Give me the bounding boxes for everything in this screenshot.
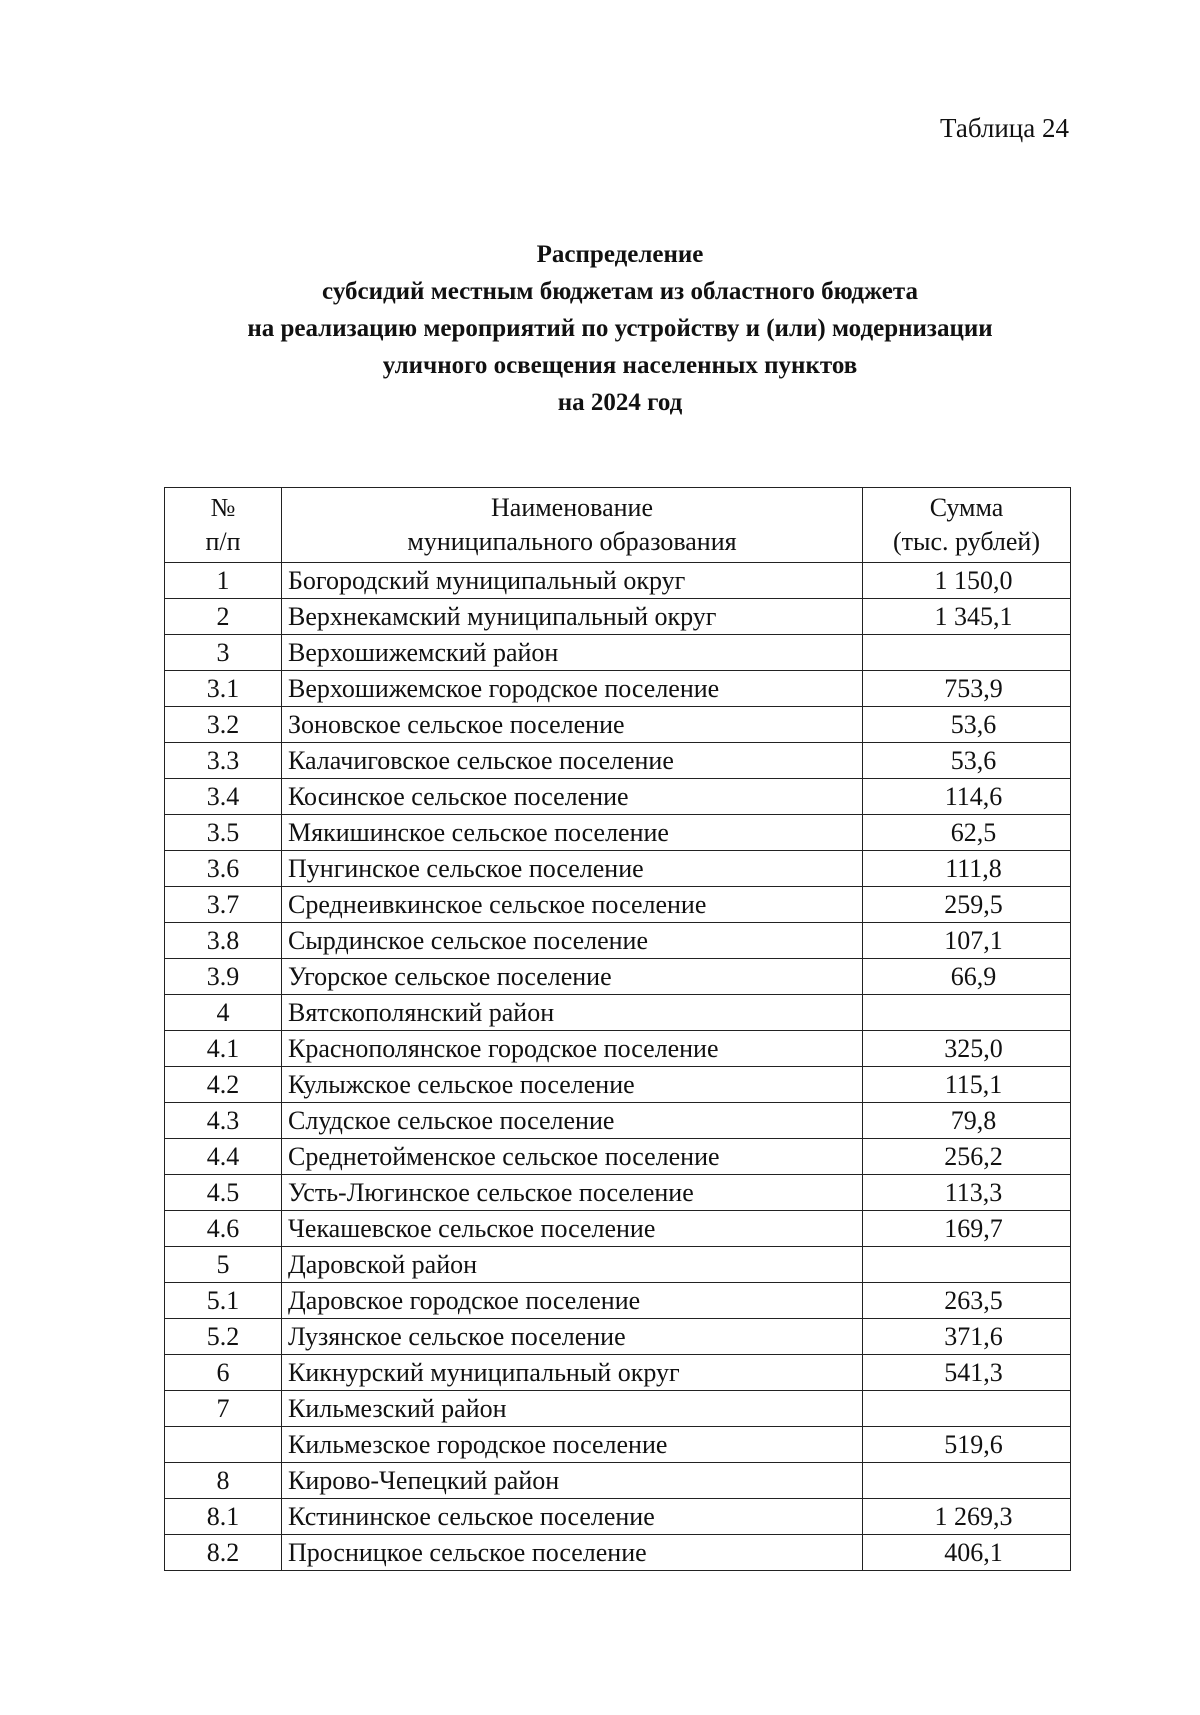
subsidy-amount-cell xyxy=(863,743,1071,779)
subsidy-amount: 256,2 xyxy=(944,1141,1003,1171)
row-number: 3 xyxy=(165,635,282,671)
table-body xyxy=(165,563,1071,1571)
row-number: 3.3 xyxy=(165,743,282,779)
header-name xyxy=(282,488,863,563)
municipality-name: Кстининское сельское поселение xyxy=(282,1499,863,1535)
row-number: 3.6 xyxy=(165,851,282,887)
subsidy-amount-cell xyxy=(863,1103,1071,1139)
municipality-name: Сырдинское сельское поселение xyxy=(282,923,863,959)
municipality-name: Слудское сельское поселение xyxy=(282,1103,863,1139)
municipality-name: Просницкое сельское поселение xyxy=(282,1535,863,1571)
table-row xyxy=(165,1283,1071,1319)
document-title xyxy=(0,236,1200,421)
subsidy-distribution-table xyxy=(164,487,1071,1571)
subsidy-amount-cell xyxy=(863,1355,1071,1391)
subsidy-amount: 371,6 xyxy=(944,1321,1003,1351)
title-line: Распределение xyxy=(536,241,704,268)
table-header-row xyxy=(165,488,1071,563)
table-row xyxy=(165,1175,1071,1211)
row-number: 6 xyxy=(165,1355,282,1391)
subsidy-amount: 79,8 xyxy=(950,1105,997,1135)
municipality-name: Лузянское сельское поселение xyxy=(282,1319,863,1355)
subsidy-amount: 53,6 xyxy=(950,745,997,775)
subsidy-amount-cell xyxy=(863,1427,1071,1463)
municipality-name: Калачиговское сельское поселение xyxy=(282,743,863,779)
subsidy-amount-cell xyxy=(863,959,1071,995)
row-number: 1 xyxy=(165,563,282,599)
table-row xyxy=(165,599,1071,635)
table-row xyxy=(165,1463,1071,1499)
subsidy-amount-cell xyxy=(863,779,1071,815)
subsidy-amount: 113,3 xyxy=(944,1177,1003,1207)
table-row xyxy=(165,923,1071,959)
municipality-name: Даровское городское поселение xyxy=(282,1283,863,1319)
subsidy-amount: 115,1 xyxy=(944,1069,1003,1099)
table-row xyxy=(165,707,1071,743)
subsidy-amount-cell xyxy=(863,1247,1071,1283)
subsidy-amount-cell xyxy=(863,1175,1071,1211)
municipality-name: Чекашевское сельское поселение xyxy=(282,1211,863,1247)
subsidy-amount-cell xyxy=(863,815,1071,851)
subsidy-amount-cell xyxy=(863,1319,1071,1355)
title-line: уличного освещения населенных пунктов xyxy=(382,352,858,379)
subsidy-amount-cell xyxy=(863,671,1071,707)
table-row xyxy=(165,671,1071,707)
subsidy-amount: 1 269,3 xyxy=(934,1501,1013,1531)
subsidy-amount: 263,5 xyxy=(944,1285,1003,1315)
municipality-name: Кикнурский муниципальный округ xyxy=(282,1355,863,1391)
header-number-line: п/п xyxy=(205,527,241,556)
table-row xyxy=(165,959,1071,995)
title-line: на реализацию мероприятий по устройству и (или) модернизации xyxy=(247,315,993,342)
header-name-line: Наименование xyxy=(491,493,653,522)
table-row xyxy=(165,1391,1071,1427)
table-row xyxy=(165,635,1071,671)
table-row xyxy=(165,1067,1071,1103)
subsidy-amount: 62,5 xyxy=(950,817,997,847)
table-row xyxy=(165,1247,1071,1283)
subsidy-amount: 66,9 xyxy=(950,961,997,991)
subsidy-amount: 1 345,1 xyxy=(934,601,1013,631)
subsidy-amount-cell xyxy=(863,1463,1071,1499)
municipality-name: Косинское сельское поселение xyxy=(282,779,863,815)
table-row xyxy=(165,851,1071,887)
subsidy-amount: 53,6 xyxy=(950,709,997,739)
municipality-name: Усть-Люгинское сельское поселение xyxy=(282,1175,863,1211)
municipality-name: Богородский муниципальный округ xyxy=(282,563,863,599)
table-row xyxy=(165,1031,1071,1067)
subsidy-amount-cell xyxy=(863,563,1071,599)
subsidy-amount-cell xyxy=(863,1139,1071,1175)
table-row xyxy=(165,743,1071,779)
subsidy-amount-cell xyxy=(863,1499,1071,1535)
subsidy-amount-cell xyxy=(863,599,1071,635)
row-number: 3.7 xyxy=(165,887,282,923)
subsidy-amount: 259,5 xyxy=(944,889,1003,919)
row-number: 5.1 xyxy=(165,1283,282,1319)
table-row xyxy=(165,1499,1071,1535)
municipality-name: Кильмезский район xyxy=(282,1391,863,1427)
row-number: 3.5 xyxy=(165,815,282,851)
header-name-line: муниципального образования xyxy=(407,527,737,556)
row-number: 4.5 xyxy=(165,1175,282,1211)
subsidy-amount: 753,9 xyxy=(944,673,1003,703)
municipality-name: Среднеивкинское сельское поселение xyxy=(282,887,863,923)
header-number xyxy=(165,488,282,563)
table-row xyxy=(165,1103,1071,1139)
subsidy-amount-cell xyxy=(863,1211,1071,1247)
subsidy-amount-cell xyxy=(863,1031,1071,1067)
municipality-name: Кирово-Чепецкий район xyxy=(282,1463,863,1499)
row-number xyxy=(165,1427,282,1463)
row-number: 3.9 xyxy=(165,959,282,995)
row-number: 8.1 xyxy=(165,1499,282,1535)
row-number: 4.1 xyxy=(165,1031,282,1067)
subsidy-amount-cell xyxy=(863,1391,1071,1427)
table-row xyxy=(165,995,1071,1031)
table-row xyxy=(165,1427,1071,1463)
row-number: 3.1 xyxy=(165,671,282,707)
row-number: 4 xyxy=(165,995,282,1031)
table-row xyxy=(165,779,1071,815)
municipality-name: Краснополянское городское поселение xyxy=(282,1031,863,1067)
municipality-name: Верхнекамский муниципальный округ xyxy=(282,599,863,635)
subsidy-amount: 519,6 xyxy=(944,1429,1003,1459)
table-row xyxy=(165,563,1071,599)
subsidy-amount-cell xyxy=(863,1535,1071,1571)
subsidy-amount-cell xyxy=(863,1067,1071,1103)
municipality-name: Кильмезское городское поселение xyxy=(282,1427,863,1463)
municipality-name: Мякишинское сельское поселение xyxy=(282,815,863,851)
subsidy-amount-cell xyxy=(863,887,1071,923)
subsidy-amount: 541,3 xyxy=(944,1357,1003,1387)
subsidy-amount-cell xyxy=(863,851,1071,887)
subsidy-amount: 406,1 xyxy=(944,1537,1003,1567)
municipality-name: Верхошижемский район xyxy=(282,635,863,671)
table-row xyxy=(165,1211,1071,1247)
row-number: 4.3 xyxy=(165,1103,282,1139)
municipality-name: Среднетойменское сельское поселение xyxy=(282,1139,863,1175)
subsidy-amount-cell xyxy=(863,635,1071,671)
subsidy-amount: 169,7 xyxy=(944,1213,1003,1243)
municipality-name: Зоновское сельское поселение xyxy=(282,707,863,743)
row-number: 4.2 xyxy=(165,1067,282,1103)
table-row xyxy=(165,1355,1071,1391)
header-sum-line: Сумма xyxy=(929,493,1004,522)
row-number: 3.4 xyxy=(165,779,282,815)
municipality-name: Пунгинское сельское поселение xyxy=(282,851,863,887)
subsidy-amount-cell xyxy=(863,923,1071,959)
row-number: 5.2 xyxy=(165,1319,282,1355)
table-row xyxy=(165,887,1071,923)
row-number: 3.8 xyxy=(165,923,282,959)
subsidy-amount: 111,8 xyxy=(945,853,1002,883)
title-line: субсидий местным бюджетам из областного бюджета xyxy=(322,278,918,305)
row-number: 4.4 xyxy=(165,1139,282,1175)
subsidy-amount: 325,0 xyxy=(944,1033,1003,1063)
row-number: 7 xyxy=(165,1391,282,1427)
header-sum xyxy=(863,488,1071,563)
header-sum-line: (тыс. рублей) xyxy=(892,527,1040,556)
row-number: 2 xyxy=(165,599,282,635)
subsidy-amount: 1 150,0 xyxy=(934,565,1013,595)
row-number: 5 xyxy=(165,1247,282,1283)
title-line: на 2024 год xyxy=(557,389,683,416)
table-number-label: Таблица 24 xyxy=(940,113,1069,143)
subsidy-amount-cell xyxy=(863,707,1071,743)
table-row xyxy=(165,1319,1071,1355)
table-row xyxy=(165,815,1071,851)
municipality-name: Вятскополянский район xyxy=(282,995,863,1031)
municipality-name: Кулыжское сельское поселение xyxy=(282,1067,863,1103)
municipality-name: Верхошижемское городское поселение xyxy=(282,671,863,707)
row-number: 8.2 xyxy=(165,1535,282,1571)
subsidy-amount: 114,6 xyxy=(944,781,1003,811)
row-number: 3.2 xyxy=(165,707,282,743)
table-row xyxy=(165,1535,1071,1571)
subsidy-amount: 107,1 xyxy=(944,925,1003,955)
subsidy-amount-cell xyxy=(863,1283,1071,1319)
row-number: 4.6 xyxy=(165,1211,282,1247)
subsidy-amount-cell xyxy=(863,995,1071,1031)
table-row xyxy=(165,1139,1071,1175)
municipality-name: Угорское сельское поселение xyxy=(282,959,863,995)
row-number: 8 xyxy=(165,1463,282,1499)
municipality-name: Даровской район xyxy=(282,1247,863,1283)
header-number-line: № xyxy=(210,493,236,522)
